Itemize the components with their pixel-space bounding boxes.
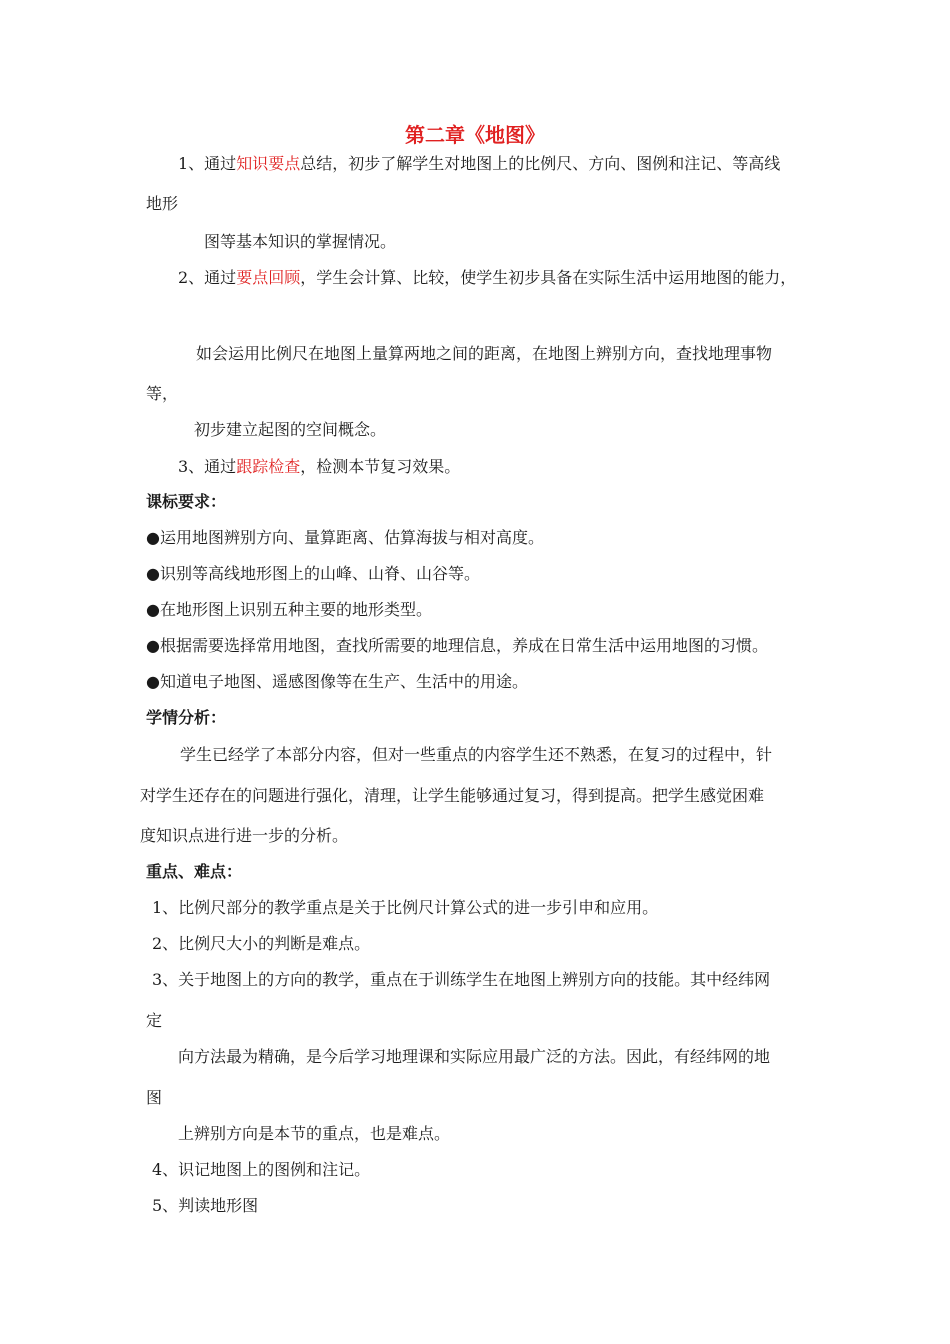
objective-1: 1、通过知识要点总结，初步了解学生对地图上的比例尺、方向、图例和注记、等高线 bbox=[178, 154, 781, 173]
curriculum-item: ●识别等高线地形图上的山峰、山脊、山谷等。 bbox=[146, 564, 480, 583]
key-points-heading: 重点、难点： bbox=[146, 862, 243, 881]
curriculum-item: ●根据需要选择常用地图，查找所需要的地理信息，养成在日常生活中运用地图的习惯。 bbox=[146, 636, 768, 655]
highlight-review: 要点回顾 bbox=[236, 268, 301, 287]
objective-2-continuation-2: 初步建立起图的空间概念。 bbox=[194, 420, 387, 439]
highlight-knowledge-points: 知识要点 bbox=[236, 154, 301, 173]
analysis-line: 对学生还存在的问题进行强化，清理，让学生能够通过复习，得到提高。把学生感觉困难 bbox=[140, 786, 765, 805]
highlight-tracking-check: 跟踪检查 bbox=[236, 457, 301, 476]
objective-2-continuation: 如会运用比例尺在地图上量算两地之间的距离，在地图上辨别方向，查找地理事物 bbox=[196, 344, 773, 363]
key-point-3-continuation: 向方法最为精确，是今后学习地理课和实际应用最广泛的方法。因此，有经纬网的地 bbox=[178, 1047, 771, 1066]
analysis-heading: 学情分析： bbox=[146, 708, 227, 727]
objective-3: 3、通过跟踪检查，检测本节复习效果。 bbox=[178, 457, 461, 476]
key-point-3: 3、关于地图上的方向的教学，重点在于训练学生在地图上辨别方向的技能。其中经纬网 bbox=[152, 970, 771, 989]
objective-1-continuation: 图等基本知识的掌握情况。 bbox=[204, 232, 397, 251]
curriculum-heading: 课标要求： bbox=[146, 492, 227, 511]
curriculum-item: ●知道电子地图、遥感图像等在生产、生活中的用途。 bbox=[146, 672, 528, 691]
key-point-3-wrap-2: 图 bbox=[146, 1088, 163, 1107]
objective-2-wrap: 等， bbox=[146, 384, 179, 403]
objective-1-wrap: 地形 bbox=[146, 194, 179, 213]
key-point-4: 4、识记地图上的图例和注记。 bbox=[152, 1160, 371, 1179]
key-point-2: 2、比例尺大小的判断是难点。 bbox=[152, 934, 371, 953]
key-point-5: 5、判读地形图 bbox=[152, 1196, 259, 1215]
key-point-1: 1、比例尺部分的教学重点是关于比例尺计算公式的进一步引申和应用。 bbox=[152, 898, 659, 917]
page-title: 第二章《地图》 bbox=[405, 123, 545, 147]
analysis-line: 度知识点进行进一步的分析。 bbox=[140, 826, 349, 845]
key-point-3-continuation-2: 上辨别方向是本节的重点，也是难点。 bbox=[178, 1124, 451, 1143]
analysis-line: 学生已经学了本部分内容，但对一些重点的内容学生还不熟悉，在复习的过程中，针 bbox=[180, 745, 773, 764]
curriculum-item: ●运用地图辨别方向、量算距离、估算海拔与相对高度。 bbox=[146, 528, 544, 547]
curriculum-item: ●在地形图上识别五种主要的地形类型。 bbox=[146, 600, 432, 619]
key-point-3-wrap: 定 bbox=[146, 1011, 163, 1030]
objective-2: 2、通过要点回顾，学生会计算、比较，使学生初步具备在实际生活中运用地图的能力， bbox=[178, 268, 797, 287]
